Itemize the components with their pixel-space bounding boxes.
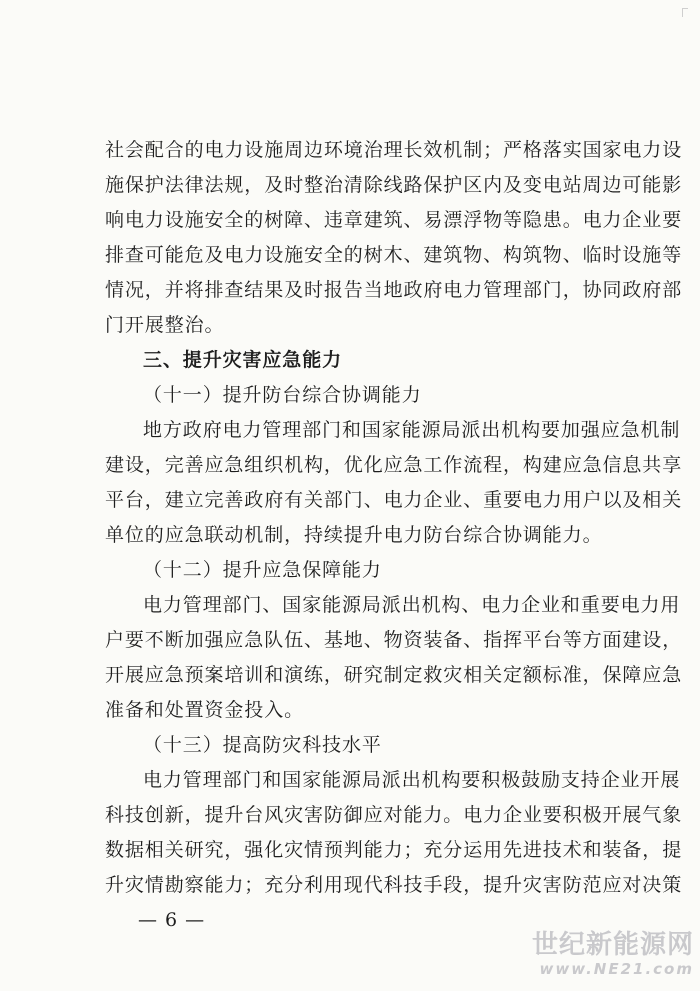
text-line: 地方政府电力管理部门和国家能源局派出机构要加强应急机制 (143, 419, 681, 441)
page-number: — 6 — (138, 909, 206, 931)
text-line: 响电力设施安全的树障、违章建筑、易漂浮物等隐患。电力企业要 (105, 209, 683, 231)
subsection-heading: （十三）提高防灾科技水平 (143, 734, 382, 756)
text-line: 单位的应急联动机制，持续提升电力防台综合协调能力。 (105, 524, 603, 546)
text-line: 情况，并将排查结果及时报告当地政府电力管理部门，协同政府部 (105, 279, 683, 301)
subsection-heading: （十二）提升应急保障能力 (143, 559, 382, 581)
watermark-url: www.NE21.com (539, 960, 694, 978)
subsection-heading: （十一）提升防台综合协调能力 (143, 384, 422, 406)
text-line: 数据相关研究，强化灾情预判能力；充分运用先进技术和装备，提 (105, 839, 683, 861)
text-line: 开展应急预案培训和演练，研究制定救灾相关定额标准，保障应急 (105, 664, 683, 686)
text-line: 建设，完善应急组织机构，优化应急工作流程，构建应急信息共享 (105, 454, 683, 476)
text-line: 电力管理部门、国家能源局派出机构、电力企业和重要电力用 (143, 594, 681, 616)
text-line: 升灾情勘察能力；充分利用现代科技手段，提升灾害防范应对决策 (105, 874, 683, 896)
text-line: 电力管理部门和国家能源局派出机构要积极鼓励支持企业开展 (143, 769, 681, 791)
text-line: 户要不断加强应急队伍、基地、物资装备、指挥平台等方面建设， (105, 629, 683, 651)
text-line: 平台，建立完善政府有关部门、电力企业、重要电力用户以及相关 (105, 489, 683, 511)
text-line: 施保护法律法规，及时整治清除线路保护区内及变电站周边可能影 (105, 174, 683, 196)
text-line: 门开展整治。 (105, 314, 225, 336)
text-line: 排查可能危及电力设施安全的树木、建筑物、构筑物、临时设施等 (105, 244, 683, 266)
text-line: 准备和处置资金投入。 (105, 699, 305, 721)
text-line: 社会配合的电力设施周边环境治理长效机制；严格落实国家电力设 (105, 139, 683, 161)
section-heading: 三、提升灾害应急能力 (143, 349, 343, 371)
watermark (494, 930, 694, 978)
text-line: 科技创新，提升台风灾害防御应对能力。电力企业要积极开展气象 (105, 804, 683, 826)
watermark-name: 世纪新能源网 (531, 930, 694, 960)
corner-mark (682, 8, 688, 17)
